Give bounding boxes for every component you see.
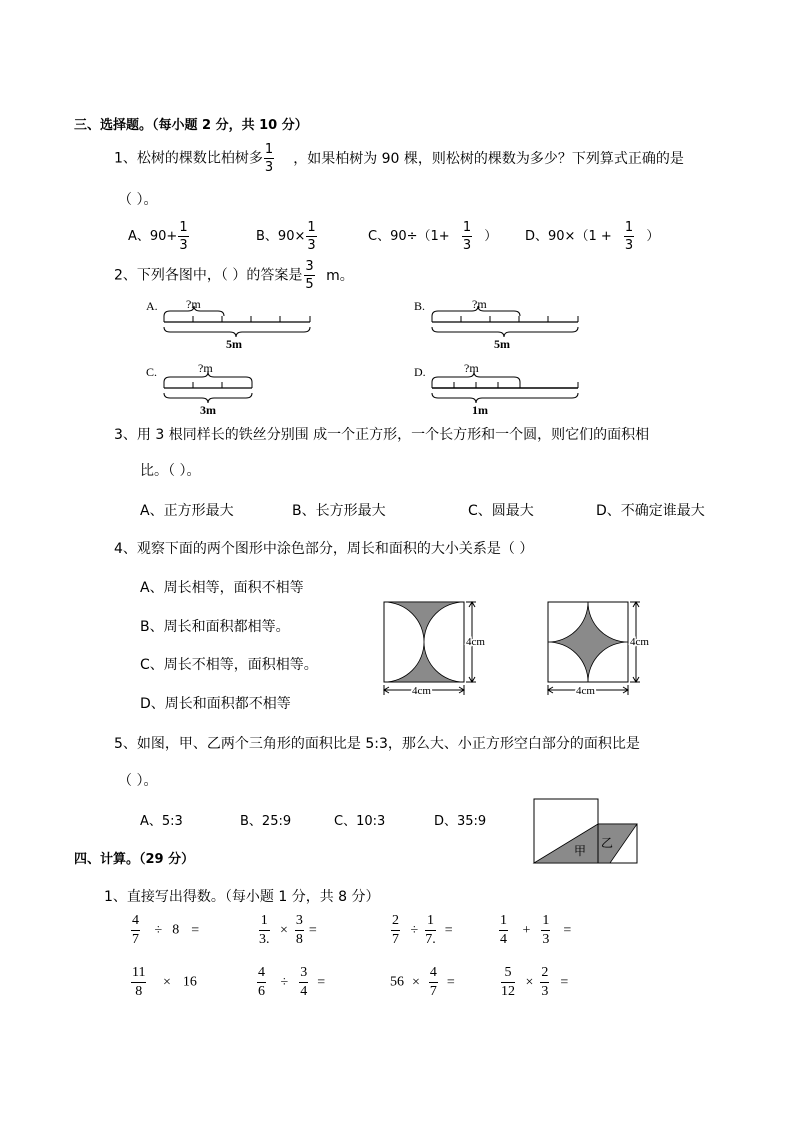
calc-item-3: $\frac{2}{7}$ ÷ $\frac{1}{7.}$ = xyxy=(392,913,453,947)
svg-text:甲: 甲 xyxy=(574,844,587,858)
svg-text:?m: ?m xyxy=(198,361,213,375)
q3-line-2: 比。（ ）。 xyxy=(140,463,201,479)
svg-text:D.: D. xyxy=(414,365,426,379)
q1-fraction: $\frac{1}{3}$ xyxy=(264,142,274,175)
svg-text:?m: ?m xyxy=(472,297,487,311)
q2-diagram-b xyxy=(408,292,598,352)
svg-text:4cm: 4cm xyxy=(412,685,431,697)
q3-option-a: A、正方形最大 xyxy=(140,503,234,519)
svg-text:A.: A. xyxy=(146,299,158,313)
svg-text:?m: ?m xyxy=(464,361,479,375)
q4-option-d: D、周长和面积都不相等 xyxy=(140,696,291,712)
calc-item-5: $\frac{11}{8}$ × 16 xyxy=(132,965,197,999)
q1-text-b: ，如果柏树为 90 棵，则松树的棵数为多少？下列算式正确的是 xyxy=(293,150,684,167)
q2-line: 2、下列各图中，（ ）的答案是 $\frac{3}{5}$ m。 xyxy=(114,259,354,292)
q4-line: 4、观察下面的两个图形中涂色部分，周长和面积的大小关系是（ ） xyxy=(114,541,534,557)
section-3-title: 三、选择题。（每小题 2 分，共 10 分） xyxy=(74,118,308,133)
q1-option-d: D、90×（1 + $\frac{1}{3}$ ） xyxy=(525,220,660,253)
section-4-title: 四、计算。（29 分） xyxy=(74,852,195,867)
calc-item-7: 56 × $\frac{4}{7}$ = xyxy=(390,965,455,999)
calc-item-8: $\frac{5}{12}$ × $\frac{2}{3}$ = xyxy=(501,965,569,999)
q1-line xyxy=(114,143,684,174)
q5-option-a: A、5:3 xyxy=(140,814,183,829)
svg-text:4cm: 4cm xyxy=(466,636,485,648)
calc-item-1: $\frac{4}{7}$ ÷ 8 = xyxy=(132,913,200,947)
calc-item-4: $\frac{1}{4}$ + $\frac{1}{3}$ = xyxy=(500,913,572,947)
q4-figure-1 xyxy=(380,598,492,700)
q1-text-a: 1、松树的棵数比柏树多 xyxy=(114,150,263,167)
q5-option-c: C、10:3 xyxy=(334,814,386,829)
q5-figure xyxy=(530,795,642,867)
q3-option-d: D、不确定谁最大 xyxy=(596,503,705,519)
svg-text:4cm: 4cm xyxy=(630,636,649,648)
q4-figure-2 xyxy=(544,598,656,700)
q5-line-2: （ ）。 xyxy=(118,773,158,789)
svg-text:4cm: 4cm xyxy=(576,685,595,697)
svg-text:C.: C. xyxy=(146,365,158,379)
q5-option-d: D、35:9 xyxy=(434,814,487,829)
calc-subtitle: 1、直接写出得数。（每小题 1 分，共 8 分） xyxy=(104,889,380,905)
q1-blank: （ ）。 xyxy=(118,192,158,208)
q3-option-b: B、长方形最大 xyxy=(292,503,386,519)
q1-option-b: B、90× $\frac{1}{3}$ xyxy=(256,220,316,253)
q5-option-b: B、25:9 xyxy=(240,814,292,829)
svg-text:3m: 3m xyxy=(200,403,216,417)
q4-option-c: C、周长不相等，面积相等。 xyxy=(140,657,318,673)
q5-line-1: 5、如图，甲、乙两个三角形的面积比是 5:3，那么大、小正方形空白部分的面积比是 xyxy=(114,736,640,752)
q2-diagram-c xyxy=(140,358,330,418)
q1-option-a: A、90+ $\frac{1}{3}$ xyxy=(128,220,188,253)
svg-text:1m: 1m xyxy=(472,403,488,417)
svg-text:5m: 5m xyxy=(494,337,510,351)
q3-line-1: 3、用 3 根同样长的铁丝分别围 成一个正方形，一个长方形和一个圆，则它们的面积相 xyxy=(114,427,650,443)
q2-diagram-a xyxy=(140,292,330,352)
calc-item-6: $\frac{4}{6}$ ÷ $\frac{3}{4}$ = xyxy=(258,965,326,999)
q2-diagram-d xyxy=(408,358,598,418)
q4-option-a: A、周长相等，面积不相等 xyxy=(140,580,304,596)
svg-text:乙: 乙 xyxy=(601,836,614,850)
calc-item-2: $\frac{1}{3.}$ × $\frac{3}{8}$ = xyxy=(259,913,317,947)
svg-text:5m: 5m xyxy=(226,337,242,351)
svg-text:?m: ?m xyxy=(186,297,201,311)
svg-text:B.: B. xyxy=(414,299,426,313)
q4-option-b: B、周长和面积都相等。 xyxy=(140,619,290,635)
q1-option-c: C、90÷（1+ $\frac{1}{3}$ ） xyxy=(368,220,498,253)
q3-option-c: C、圆最大 xyxy=(468,503,534,519)
